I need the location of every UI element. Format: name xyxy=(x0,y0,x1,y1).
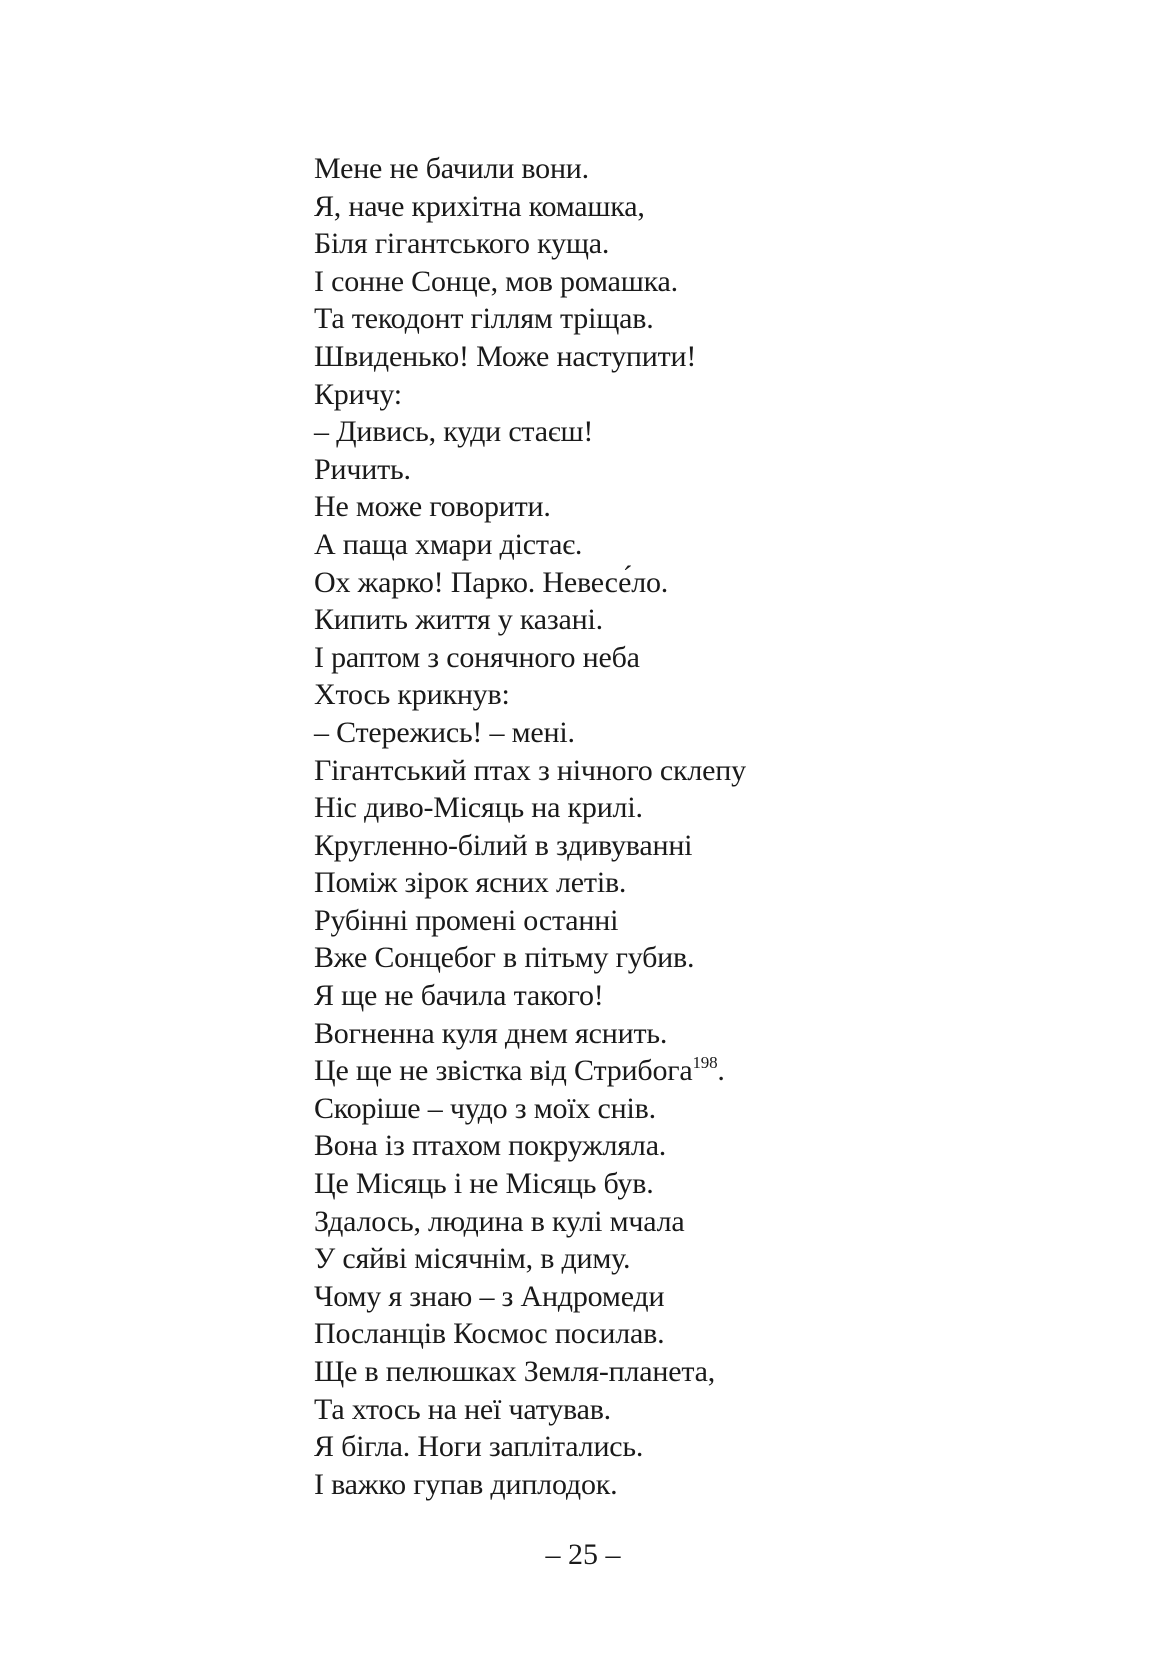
poem-line: І раптом з сонячного неба xyxy=(314,640,640,674)
page-number: – 25 – xyxy=(545,1538,621,1571)
poem-line: Хтось крикнув: xyxy=(314,678,510,712)
poem-line: У сяйві місячнім, в диму. xyxy=(314,1242,631,1276)
poem-line: Кругленно-білий в здивуванні xyxy=(314,828,693,862)
poem-line-with-footnote xyxy=(314,1052,1014,1090)
poem-line: Я, наче крихітна комашка, xyxy=(314,189,645,223)
poem-line: Швиденько! Може наступити! xyxy=(314,339,697,373)
poem-line: Здалось, людина в кулі мчала xyxy=(314,1204,685,1238)
poem-line: Гігантський птах з нічного склепу xyxy=(314,753,746,787)
footnote-line-end: . xyxy=(717,1054,725,1088)
poem-line: Скоріше – чудо з моїх снів. xyxy=(314,1091,656,1125)
poem-line: І важко гупав диплодок. xyxy=(314,1467,618,1501)
poem-line: Та хтось на неї чатував. xyxy=(314,1392,611,1426)
poem-line: Ричить. xyxy=(314,452,411,486)
poem-line: Посланців Космос посилав. xyxy=(314,1317,665,1351)
poem-line: Кипить життя у казані. xyxy=(314,603,603,637)
poem-line: А паща хмари дістає. xyxy=(314,527,583,561)
poem-line: Мене не бачили вони. xyxy=(314,152,589,185)
poem-line: Вже Сонцебог в пітьму губив. xyxy=(314,941,695,975)
poem-line: І сонне Сонце, мов ромашка. xyxy=(314,264,678,298)
poem-line: Ще в пелюшках Земля-планета, xyxy=(314,1355,716,1388)
poem-line: Не може говорити. xyxy=(314,490,551,524)
poem-line-text: Це ще не звістка від Стрибога xyxy=(314,1054,693,1088)
poem-line: – Стережись! – мені. xyxy=(314,715,575,749)
poem-line: Поміж зірок ясних летів. xyxy=(314,866,627,900)
poem-line: Вогненна куля днем яснить. xyxy=(314,1016,668,1050)
poem-line: Рубінні промені останні xyxy=(314,903,619,937)
poem-line: Це Місяць і не Місяць був. xyxy=(314,1167,654,1201)
footnote-marker: 198 xyxy=(692,1053,718,1073)
poem-line: Вона із птахом покружляла. xyxy=(314,1129,667,1163)
poem-line: Ох жарко! Парко. Невесе́ло. xyxy=(314,565,669,599)
poem-line: Я ще не бачила такого! xyxy=(314,979,604,1013)
poem-line: Кричу: xyxy=(314,377,402,411)
poem-line: Ніс диво-Місяць на крилі. xyxy=(314,791,643,825)
poem-line: Біля гігантського куща. xyxy=(314,227,610,261)
poem-line: Та текодонт гіллям тріщав. xyxy=(314,302,654,336)
poem-line: Я бігла. Ноги заплітались. xyxy=(314,1430,644,1464)
poem-line: Чому я знаю – з Андромеди xyxy=(314,1279,665,1313)
poem-text xyxy=(314,150,1014,1503)
poem-line: – Дивись, куди стаєш! xyxy=(314,415,594,449)
